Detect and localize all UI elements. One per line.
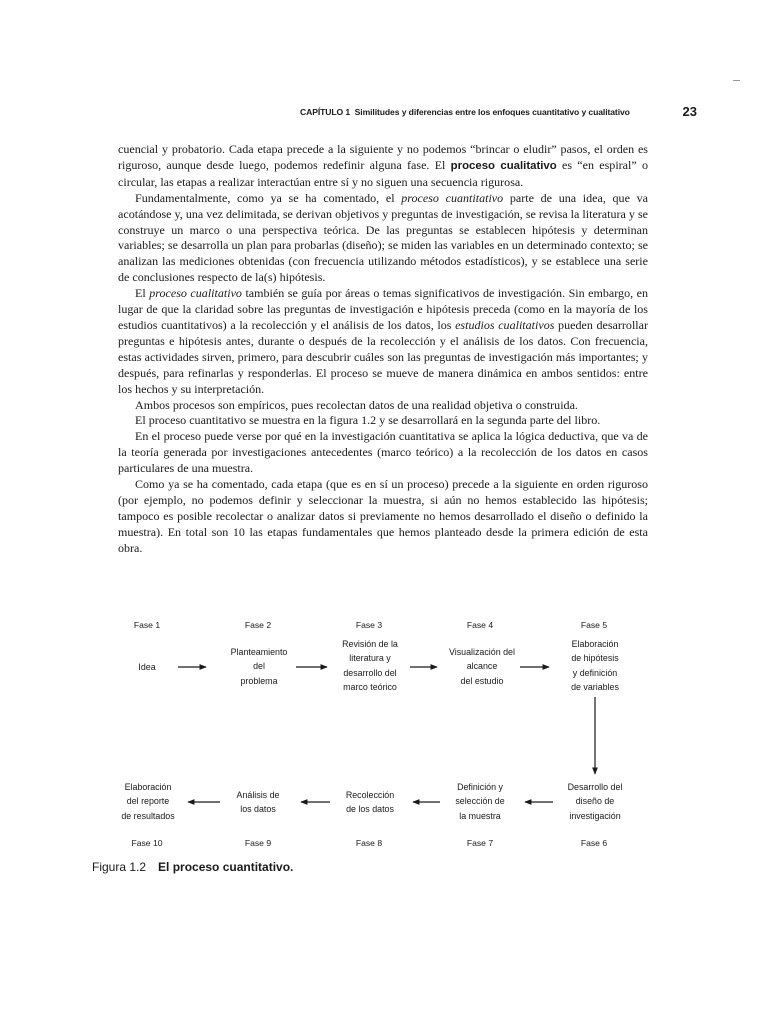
phase-2-box bbox=[214, 645, 304, 688]
paragraph-4 bbox=[118, 398, 648, 414]
body-text bbox=[118, 142, 648, 557]
phase-text-line: de hipótesis bbox=[571, 653, 619, 664]
phase-text-line: del bbox=[253, 661, 265, 672]
page-number: 23 bbox=[682, 104, 697, 119]
phase-text-line: marco teórico bbox=[343, 681, 397, 692]
phase-label: Fase 8 bbox=[355, 838, 383, 848]
chapter-label: CAPÍTULO 1 bbox=[300, 107, 351, 117]
phase-label: Fase 3 bbox=[355, 620, 383, 630]
text-run: Ambos procesos son empíricos, pues recolectan datos de una realidad objetiva o construida. bbox=[135, 397, 578, 412]
phase-text-line: alcance bbox=[466, 661, 498, 672]
page-edge-mark bbox=[733, 80, 740, 81]
text-run: es “en espiral” o circular, las etapas a realizar interactúan entre sí y no siguen una secuencia rigurosa. bbox=[118, 157, 648, 189]
phase-text-line: Visualización del bbox=[449, 647, 515, 657]
paragraph-5 bbox=[118, 413, 648, 429]
phase-label: Fase 10 bbox=[131, 838, 163, 848]
phase-text-line: Desarrollo del bbox=[567, 782, 623, 792]
phase-text-line: Idea bbox=[138, 662, 156, 672]
phase-text-line: Recolección bbox=[345, 790, 395, 800]
phase-text-line: Revisión de la bbox=[342, 639, 398, 649]
text-run: también se guía por áreas o temas significativos de investigación. Sin embargo, en lugar de que la claridad sobre las preguntas de investigación e hipótesis preceda (como en la mayoría de los estudios cuantitativos) a la recolección y el análisis de los datos, los bbox=[118, 286, 648, 332]
paragraph-7 bbox=[118, 477, 648, 557]
chapter-title: Similitudes y diferencias entre los enfoques cuantitativo y cualitativo bbox=[354, 107, 630, 117]
running-header-title bbox=[300, 107, 630, 117]
figure-caption-number: Figura 1.2 bbox=[92, 860, 147, 874]
italic-text-run: proceso cualitativo bbox=[149, 286, 242, 301]
phase-text-line: del estudio bbox=[460, 675, 504, 686]
phase-text-line: Elaboración bbox=[571, 639, 619, 649]
phase-text-line: de los datos bbox=[346, 804, 394, 815]
bold-text-run: proceso cualitativo bbox=[450, 159, 557, 172]
phase-text-line: literatura y bbox=[349, 653, 391, 664]
paragraph-3 bbox=[118, 286, 648, 397]
phase-text-line: los datos bbox=[240, 804, 276, 815]
phase-text-line: Análisis de bbox=[236, 790, 280, 800]
phase-9-box bbox=[220, 788, 296, 817]
text-run: Fundamentalmente, como ya se ha comentado, el bbox=[135, 190, 402, 205]
phase-label: Fase 9 bbox=[244, 838, 272, 848]
phase-text-line: Planteamiento bbox=[230, 647, 288, 657]
phase-7-box bbox=[440, 780, 520, 823]
phase-label: Fase 4 bbox=[466, 620, 494, 630]
paragraph-1 bbox=[118, 142, 648, 191]
phase-text-line: problema bbox=[240, 675, 278, 686]
phase-label: Fase 6 bbox=[580, 838, 608, 848]
phase-text-line: Elaboración bbox=[124, 782, 172, 792]
phase-text-line: la muestra bbox=[459, 810, 501, 821]
paragraph-6 bbox=[118, 429, 648, 477]
phase-text-line: selección de bbox=[455, 796, 505, 807]
phase-text-line: diseño de bbox=[575, 796, 615, 807]
phase-text-line: Definición y bbox=[457, 782, 503, 792]
text-run: cuencial y probatorio. Cada etapa precede a la siguiente y no podemos “brincar o eludir” pasos, el orden es riguroso, aunque desde luego, podemos redefinir alguna fase. El bbox=[118, 142, 648, 172]
text-run: Como ya se ha comentado, cada etapa (que es en sí un proceso) precede a la siguiente en orden riguroso (por ejemplo, no podemos definir y seleccionar la muestra, si aún no hemos establecido las hipótesis; tampoco es posible recolectar o analizar datos si previamente no hemos desarrollado el diseño o definido la muestra). En total son 10 las etapas fundamentales que hemos planteado desde la primera edición de esta obra. bbox=[118, 477, 648, 555]
figure-caption-text: El proceso cuantitativo. bbox=[158, 860, 294, 874]
text-run: El bbox=[135, 286, 150, 301]
phase-10-box bbox=[108, 780, 188, 823]
phase-1-box bbox=[112, 660, 182, 674]
text-run: parte de una idea, que va acotándose y, una vez delimitada, se derivan objetivos y preguntas de investigación, se revisa la literatura y se construye un marco o una perspectiva teórica. De las preguntas se establecen hipótesis y determinan variables; se desarrolla un plan para probarlas (diseño); se miden las variables en un determinado contexto; se analizan las mediciones obtenidas (con frecuencia utilizando métodos estadísticos), y se establece una serie de conclusiones respecto de la(s) hipótesis. bbox=[118, 190, 648, 285]
phase-6-box bbox=[550, 780, 640, 823]
phase-label: Fase 5 bbox=[580, 620, 608, 630]
phase-text-line: desarrollo del bbox=[343, 667, 397, 678]
paragraph-2 bbox=[118, 191, 648, 286]
phase-text-line: y definición bbox=[572, 667, 618, 678]
text-run: El proceso cuantitativo se muestra en la figura 1.2 y se desarrollará en la segunda parte del libro. bbox=[135, 413, 601, 428]
phase-4-box bbox=[432, 645, 532, 688]
phase-text-line: del reporte bbox=[126, 796, 170, 807]
figure-caption bbox=[92, 860, 293, 874]
italic-text-run: proceso cuantitativo bbox=[401, 190, 504, 205]
phase-label: Fase 2 bbox=[244, 620, 272, 630]
italic-text-run: estudios cualitativos bbox=[455, 317, 555, 332]
running-header bbox=[300, 104, 700, 126]
text-run: pueden desarrollar preguntas e hipótesis antes, durante o después de la recolección y el análisis de los datos. Con frecuencia, estas actividades sirven, primero, para descubrir cuáles son las preguntas de investigación más importantes; y después, para refinarlas y responderlas. El proceso se mueve de manera dinámica en ambos sentidos: entre los hechos y su interpretación. bbox=[118, 317, 648, 396]
text-run: En el proceso puede verse por qué en la investigación cuantitativa se aplica la lógica deductiva, que va de la teoría generada por investigaciones antecedentes (marco teórico) a la recolección de los datos en casos particulares de una muestra. bbox=[118, 429, 648, 476]
phase-label: Fase 1 bbox=[133, 620, 161, 630]
phase-3-box bbox=[322, 637, 418, 694]
phase-text-line: investigación bbox=[569, 810, 621, 821]
phase-text-line: de resultados bbox=[121, 810, 175, 821]
phase-text-line: de variables bbox=[571, 681, 619, 692]
phase-5-box bbox=[550, 637, 640, 694]
phase-label: Fase 7 bbox=[466, 838, 494, 848]
phase-8-box bbox=[330, 788, 410, 817]
